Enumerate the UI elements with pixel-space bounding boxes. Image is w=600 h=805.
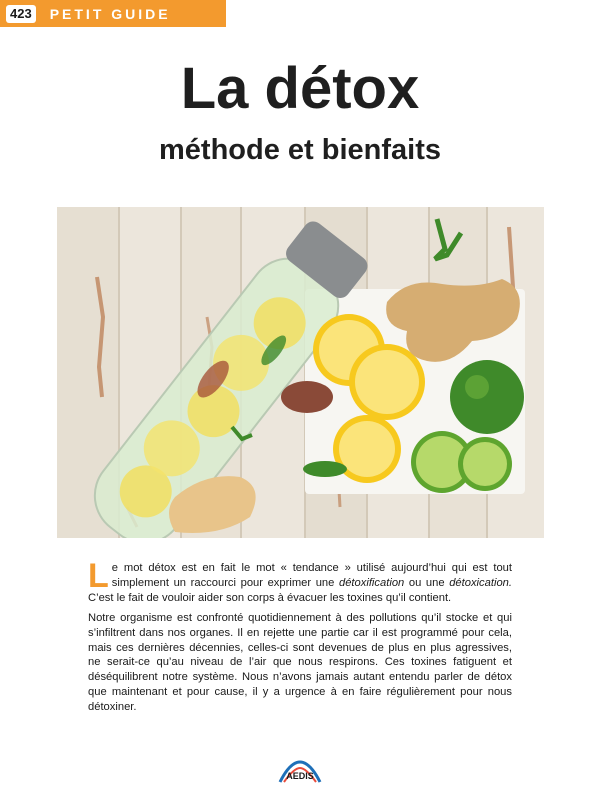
series-name: PETIT GUIDE [49, 5, 171, 22]
series-number: 423 [6, 5, 36, 23]
book-subtitle: méthode et bienfaits [159, 134, 441, 166]
drop-cap: L [88, 557, 109, 595]
cover-photo [57, 207, 544, 538]
book-title: La détox [180, 56, 420, 121]
publisher-logo [276, 758, 324, 784]
intro-text [88, 557, 513, 720]
svg-text:AEDIS: AEDIS [286, 771, 314, 781]
series-banner [0, 0, 226, 27]
intro-paragraph-2: Notre organisme est confronté quotidiennement à des pollutions qu’il stocke et qui s’infiltrent dans nos organes. Il en rejette une partie car il est programmé pour cela, mais ces dernières décennies, celles-ci sont devenues de plus en plus agressives, ne serait-ce qu’au niveau de l’air que nous respirons. Ces toxines fatiguent et déséquilibrent notre système. Nous n’avons jamais autant entendu parler de détox que maintenant et pour cause, il y a urgence à en faire régulièrement pour nous détoxiner. [88, 611, 512, 714]
intro-paragraph-1: Le mot détox est en fait le mot « tendance » utilisé aujourd’hui qui est tout simplement un raccourci pour exprimer une détoxification ou une détoxication. C’est le fait de vouloir aider son corps à évacuer les toxines qu’il contient. [88, 557, 513, 604]
